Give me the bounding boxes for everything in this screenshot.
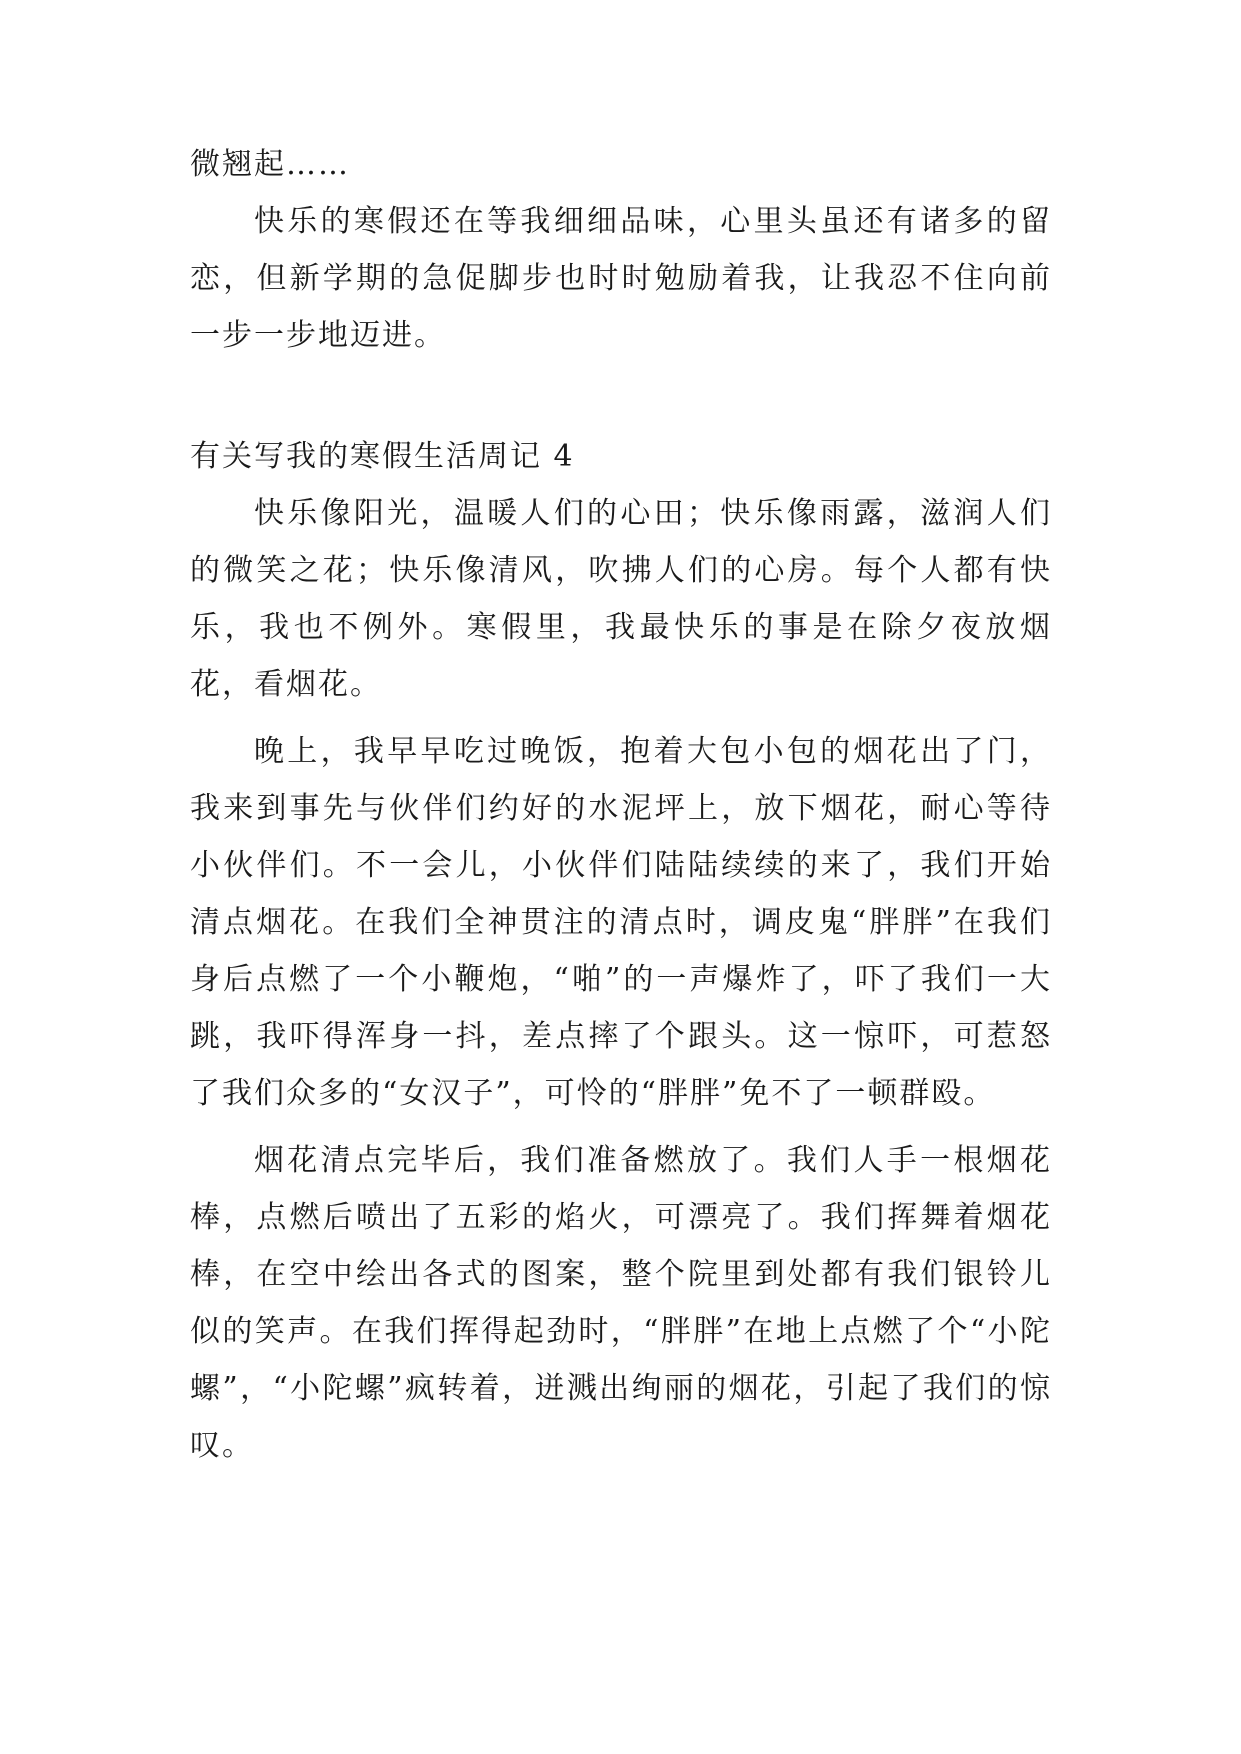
paragraph-3: 烟花清点完毕后，我们准备燃放了。我们人手一根烟花棒，点燃后喷出了五彩的焰火，可漂亮了。我们挥舞着烟花棒，在空中绘出各式的图案，整个院里到处都有我们银铃儿似的笑声。在我们挥得起劲时，“胖胖”在地上点燃了个“小陀螺”，“小陀螺”疯转着，迸溅出绚丽的烟花，引起了我们的惊叹。 (190, 1143, 1052, 1463)
continuation-line: 微翘起…… (190, 147, 350, 182)
closing-paragraph: 快乐的寒假还在等我细细品味，心里头虽还有诸多的留恋，但新学期的急促脚步也时时勉励着我，让我忍不住向前一步一步地迈进。 (190, 204, 1052, 353)
paragraph-2: 晚上，我早早吃过晚饭，抱着大包小包的烟花出了门，我来到事先与伙伴们约好的水泥坪上，放下烟花，耐心等待小伙伴们。不一会儿，小伙伴们陆陆续续的来了，我们开始清点烟花。在我们全神贯注的清点时，调皮鬼“胖胖”在我们身后点燃了一个小鞭炮，“啪”的一声爆炸了，吓了我们一大跳，我吓得浑身一抖，差点摔了个跟头。这一惊吓，可惹怒了我们众多的“女汉子”，可怜的“胖胖”免不了一顿群殴。 (190, 734, 1052, 1111)
text-block-section (190, 428, 1052, 1474)
paragraph-1: 快乐像阳光，温暖人们的心田；快乐像雨露，滋润人们的微笑之花；快乐像清风，吹拂人们的心房。每个人都有快乐，我也不例外。寒假里，我最快乐的事是在除夕夜放烟花，看烟花。 (190, 496, 1052, 702)
text-block-top (190, 136, 1052, 364)
section-title: 有关写我的寒假生活周记 4 (190, 439, 575, 474)
